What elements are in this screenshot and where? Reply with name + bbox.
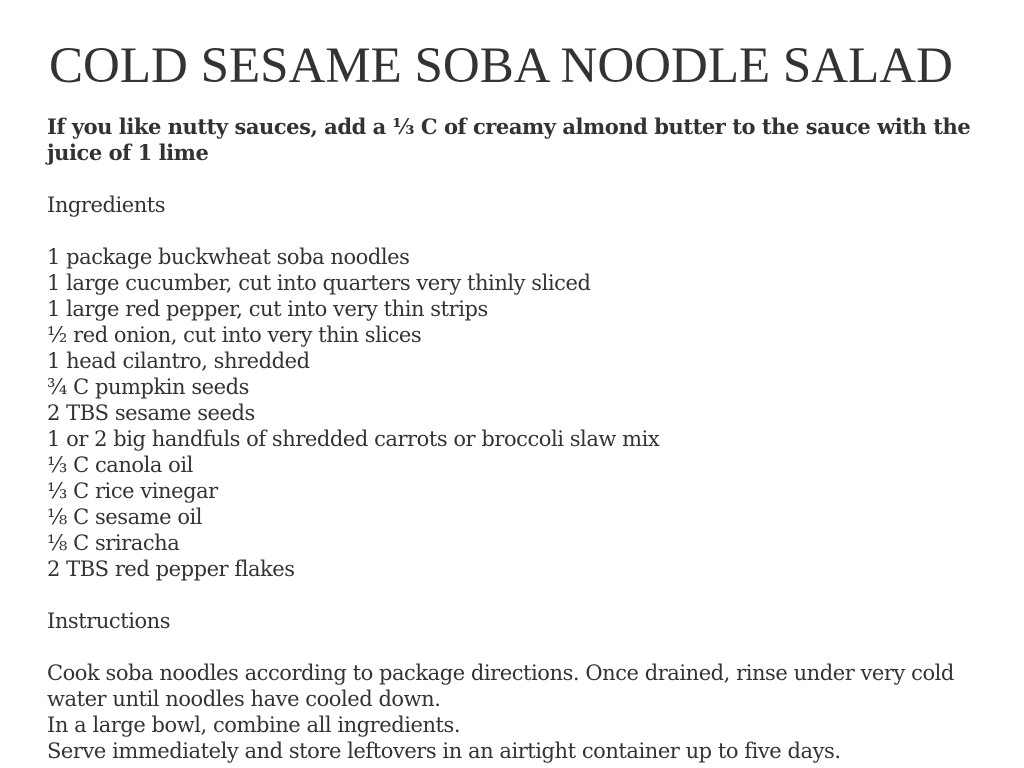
instruction-step: Cook soba noodles according to package directions. Once drained, rinse under very cold water until noodles have cooled down. xyxy=(47,661,954,711)
ingredient-item: 1 or 2 big handfuls of shredded carrots or broccoli slaw mix xyxy=(47,427,660,451)
spacer xyxy=(47,582,1007,608)
spacer xyxy=(47,166,1007,192)
ingredients-heading: Ingredients xyxy=(47,193,166,217)
ingredient-item: ⅛ C sesame oil xyxy=(47,505,203,529)
spacer xyxy=(47,218,1007,244)
instructions-heading: Instructions xyxy=(47,609,171,633)
recipe-tip: If you like nutty sauces, add a ⅓ C of creamy almond butter to the sauce with the juice of 1 lime xyxy=(47,114,971,165)
ingredient-item: 1 large cucumber, cut into quarters very thinly sliced xyxy=(47,271,591,295)
ingredient-item: ⅓ C rice vinegar xyxy=(47,479,218,503)
ingredient-item: ⅛ C sriracha xyxy=(47,531,180,555)
ingredient-item: ¾ C pumpkin seeds xyxy=(47,375,249,399)
ingredient-item: 1 large red pepper, cut into very thin strips xyxy=(47,297,488,321)
spacer xyxy=(47,634,1007,660)
recipe-body xyxy=(47,114,1007,764)
ingredient-item: ⅓ C canola oil xyxy=(47,453,193,477)
instructions-list xyxy=(47,660,1007,764)
instruction-step: In a large bowl, combine all ingredients. xyxy=(47,713,461,737)
ingredient-item: 1 package buckwheat soba noodles xyxy=(47,245,410,269)
instruction-step: Serve immediately and store leftovers in an airtight container up to five days. xyxy=(47,739,841,763)
ingredient-item: 2 TBS red pepper flakes xyxy=(47,557,295,581)
ingredient-item: ½ red onion, cut into very thin slices xyxy=(47,323,422,347)
ingredient-item: 2 TBS sesame seeds xyxy=(47,401,255,425)
ingredient-item: 1 head cilantro, shredded xyxy=(47,349,310,373)
ingredients-list xyxy=(47,244,1007,582)
recipe-title: COLD SESAME SOBA NOODLE SALAD xyxy=(49,38,953,94)
